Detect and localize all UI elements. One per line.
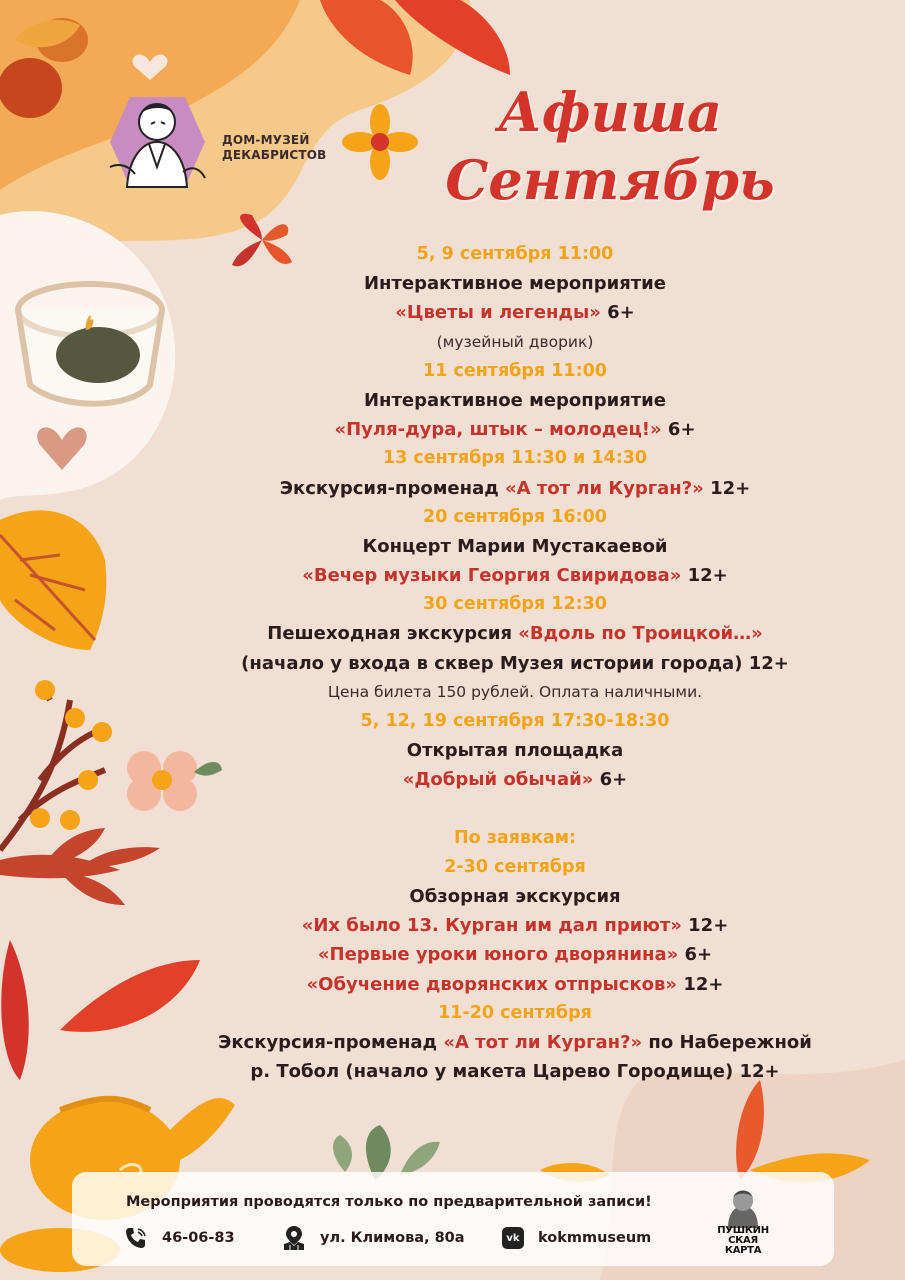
event-date: 13 сентября 11:30 и 14:30 — [382, 448, 648, 469]
event-title-line — [120, 298, 905, 327]
spacer — [120, 795, 905, 824]
event-date: 20 сентября 16:00 — [423, 506, 607, 527]
event-title-line — [120, 415, 905, 444]
event-type: Экскурсия-променад — [279, 477, 506, 499]
event-date: 5, 12, 19 сентября 17:30-18:30 — [360, 711, 670, 731]
event-name: «А тот ли Курган?» — [443, 1031, 643, 1053]
event-age: 6+ — [593, 769, 628, 791]
event-title-line — [120, 911, 905, 940]
event-place: (начало у входа в сквер Музея истории города) 12+ — [241, 652, 789, 674]
event-name: «Их было 13. Курган им дал приют» — [301, 915, 682, 937]
map-pin-icon — [282, 1225, 306, 1251]
event-date: 11-20 сентября — [438, 1002, 592, 1023]
event-title-line — [120, 474, 905, 503]
event-type: Экскурсия-променад — [218, 1031, 444, 1053]
event-age: 12+ — [681, 565, 728, 587]
vk-handle[interactable]: kokmmuseum — [538, 1230, 652, 1246]
event-name: «Цветы и легенды» — [395, 302, 601, 324]
phone-number[interactable]: 46-06-83 — [162, 1230, 235, 1246]
event-date: 2-30 сентября — [444, 856, 586, 877]
flower-icon — [342, 104, 418, 180]
phone-contact[interactable] — [124, 1225, 235, 1251]
vk-icon: vk — [502, 1227, 524, 1249]
event-title-line — [120, 1028, 905, 1057]
event-age: 12+ — [677, 973, 724, 995]
museum-logo — [105, 92, 215, 192]
berry-branch-icon — [0, 690, 105, 850]
event-price: Цена билета 150 рублей. Оплата наличными. — [327, 682, 703, 701]
event-name: «Пуля-дура, штык – молодец!» — [334, 419, 662, 441]
pushkin-card-line3: КАРТА — [724, 1245, 762, 1256]
vk-contact[interactable] — [502, 1225, 651, 1251]
museum-name-line2: ДЕКАБРИСТОВ — [222, 148, 327, 162]
event-date: 30 сентября 12:30 — [423, 594, 607, 615]
event-title-line — [120, 940, 905, 969]
event-tail: по Набережной — [642, 1031, 812, 1053]
pushkin-card-text — [708, 1226, 778, 1256]
event-type: Интерактивное мероприятие — [363, 389, 667, 411]
event-name: «Вечер музыки Георгия Свиридова» — [302, 565, 682, 587]
event-name: «А тот ли Курган?» — [505, 477, 704, 499]
event-age: 12+ — [703, 477, 751, 499]
event-date: 11 сентября 11:00 — [423, 360, 607, 381]
event-title-line — [120, 765, 905, 794]
requests-heading: По заявкам: — [453, 827, 577, 848]
event-name: «Добрый обычай» — [402, 769, 594, 791]
event-title-line — [120, 970, 905, 999]
event-name: «Первые уроки юного дворянина» — [317, 944, 679, 966]
event-date: 5, 9 сентября 11:00 — [416, 244, 614, 264]
event-age: 6+ — [661, 419, 696, 441]
booking-note: Мероприятия проводятся только по предварительной записи! — [126, 1194, 652, 1210]
poster-title-line1: Афиша — [497, 80, 723, 144]
event-name: «Обучение дворянских отпрысков» — [306, 973, 678, 995]
pushkin-card-line2: СКАЯ — [728, 1235, 758, 1246]
event-age: 6+ — [678, 944, 713, 966]
pushkin-card-logo — [708, 1188, 778, 1260]
pushkin-card-line1: ПУШКИН — [717, 1225, 769, 1236]
event-type: Открытая площадка — [406, 740, 624, 762]
event-place: р. Тобол (начало у макета Царево Городище) 12+ — [250, 1061, 780, 1083]
event-type: Концерт Марии Мустакаевой — [362, 535, 668, 557]
address-contact — [282, 1225, 465, 1251]
event-program — [120, 240, 905, 1086]
pushkin-portrait-icon — [708, 1188, 778, 1228]
address-text: ул. Климова, 80а — [320, 1230, 465, 1246]
event-age: 6+ — [600, 302, 635, 324]
leaf-icon-big — [0, 510, 106, 650]
event-type: Обзорная экскурсия — [409, 885, 621, 907]
event-type: Интерактивное мероприятие — [363, 273, 667, 295]
event-name: «Вдоль по Троицкой…» — [518, 623, 763, 645]
event-title-line — [120, 561, 905, 590]
contact-footer — [72, 1172, 834, 1266]
event-type: Пешеходная экскурсия — [267, 623, 519, 645]
phone-icon — [124, 1226, 148, 1250]
poster-title-line2: Сентябрь — [445, 148, 775, 212]
portrait-icon — [105, 92, 215, 192]
museum-name — [222, 133, 342, 163]
event-place: (музейный дворик) — [436, 332, 594, 351]
event-age: 12+ — [681, 915, 729, 937]
event-title-line — [120, 619, 905, 648]
museum-name-line1: ДОМ-МУЗЕЙ — [222, 133, 310, 147]
